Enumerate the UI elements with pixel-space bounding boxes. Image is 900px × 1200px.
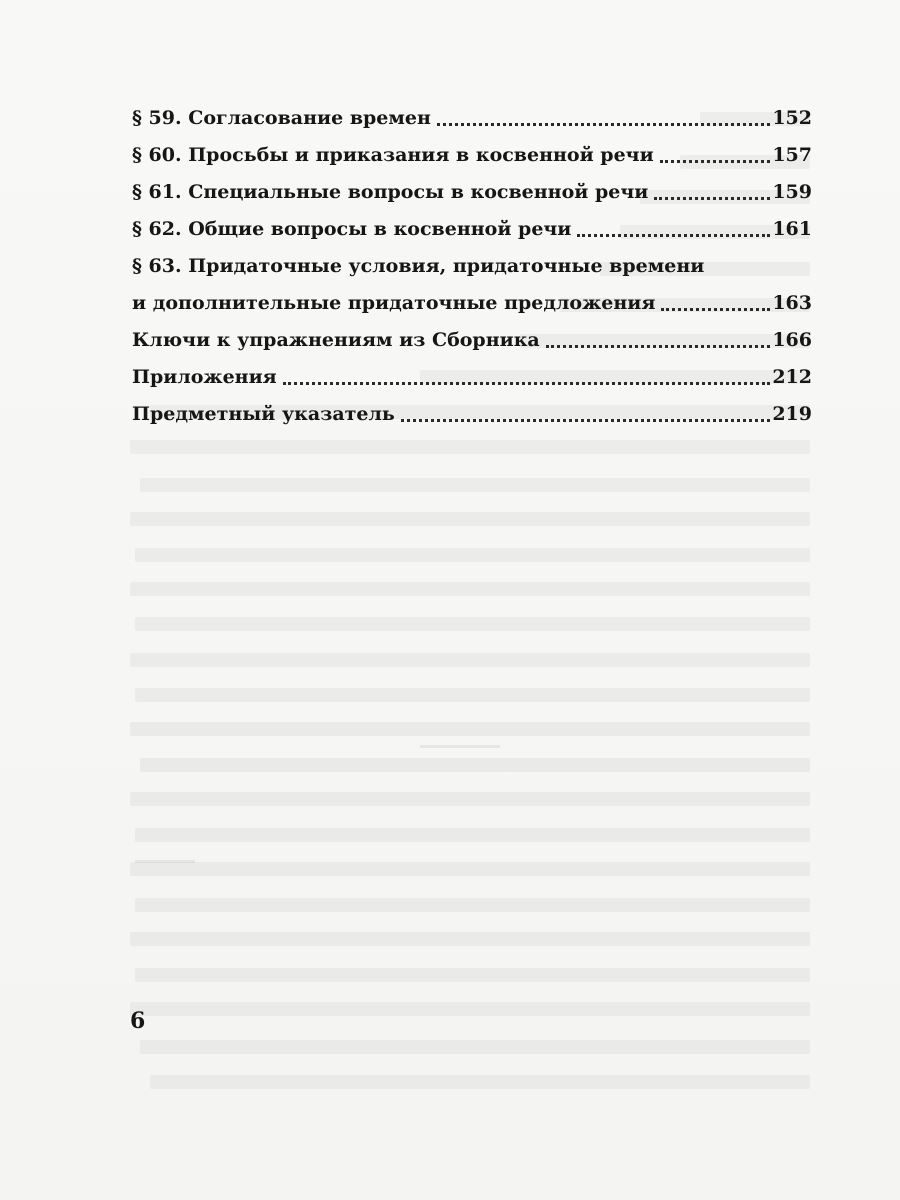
dot-leader bbox=[283, 382, 771, 385]
toc-entry-page: 163 bbox=[772, 292, 812, 314]
toc-entry[interactable] bbox=[132, 137, 812, 174]
toc-entry[interactable] bbox=[132, 322, 812, 359]
dot-leader bbox=[546, 345, 771, 348]
toc-entry-title-line1: § 63. Придаточные условия, придаточные времени bbox=[132, 255, 705, 277]
toc-entry-title: § 62. Общие вопросы в косвенной речи bbox=[132, 218, 572, 240]
toc-entry-multiline[interactable] bbox=[132, 248, 812, 322]
dot-leader bbox=[660, 160, 771, 163]
toc-entry-title: § 60. Просьбы и приказания в косвенной речи bbox=[132, 144, 654, 166]
toc-entry[interactable] bbox=[132, 396, 812, 433]
toc-entry-page: 152 bbox=[772, 107, 812, 129]
toc-entry[interactable] bbox=[132, 211, 812, 248]
dot-leader bbox=[654, 197, 770, 200]
dot-leader bbox=[437, 123, 770, 126]
page-number: 6 bbox=[130, 1008, 146, 1034]
dot-leader bbox=[577, 234, 770, 237]
toc-entry[interactable] bbox=[132, 359, 812, 396]
toc-entry-title: Ключи к упражнениям из Сборника bbox=[132, 329, 540, 351]
toc-entry-page: 159 bbox=[772, 181, 812, 203]
toc-entry-page: 166 bbox=[772, 329, 812, 351]
toc-entry-page: 161 bbox=[772, 218, 812, 240]
toc-entry[interactable] bbox=[132, 174, 812, 211]
toc-entry-title: Приложения bbox=[132, 366, 277, 388]
dot-leader bbox=[661, 308, 770, 311]
dot-leader bbox=[401, 419, 771, 422]
toc-entry-title: § 61. Специальные вопросы в косвенной речи bbox=[132, 181, 649, 203]
toc-entry-title: § 59. Согласование времен bbox=[132, 107, 431, 129]
toc-entry-page: 212 bbox=[772, 366, 812, 388]
toc-entry-page: 219 bbox=[772, 403, 812, 425]
table-of-contents bbox=[132, 100, 812, 433]
toc-entry[interactable] bbox=[132, 100, 812, 137]
toc-entry-title: Предметный указатель bbox=[132, 403, 395, 425]
toc-entry-page: 157 bbox=[772, 144, 812, 166]
toc-entry-title: и дополнительные придаточные предложения bbox=[132, 292, 656, 314]
